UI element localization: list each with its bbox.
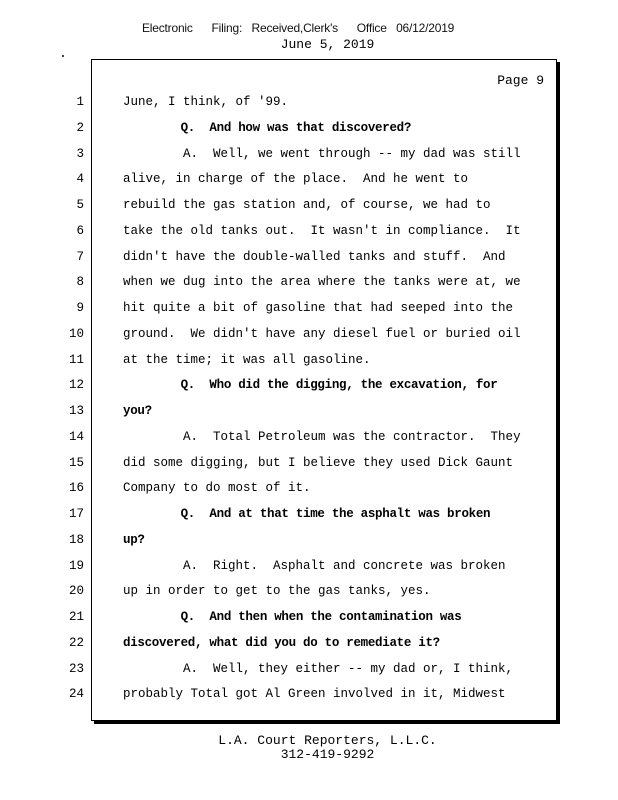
stray-mark bbox=[62, 55, 64, 57]
transcript-line bbox=[0, 504, 560, 524]
line-number: 21 bbox=[68, 610, 84, 624]
transcript-line bbox=[0, 247, 560, 267]
transcript-line bbox=[0, 478, 560, 498]
line-number: 5 bbox=[76, 198, 84, 212]
page-number: Page 9 bbox=[497, 73, 544, 88]
filing-stamp: Electronic Filing: Received,Clerk's Office 06/12/2019 bbox=[142, 21, 455, 35]
line-text: hit quite a bit of gasoline that had seeped into the bbox=[123, 301, 514, 315]
line-number: 16 bbox=[68, 481, 84, 496]
transcript-line bbox=[0, 659, 560, 679]
line-number: 17 bbox=[68, 507, 84, 521]
line-number: 4 bbox=[76, 172, 84, 187]
line-number: 8 bbox=[76, 275, 84, 290]
transcript-line bbox=[0, 684, 560, 704]
line-number: 18 bbox=[68, 532, 84, 547]
question-text: Q. Who did the digging, the excavation, for bbox=[123, 378, 498, 393]
line-text: ground. We didn't have any diesel fuel or buried oil bbox=[123, 326, 521, 341]
transcript-line bbox=[0, 298, 560, 318]
line-text: didn't have the double-walled tanks and stuff. And bbox=[123, 249, 506, 264]
line-number: 2 bbox=[76, 120, 84, 135]
line-number: 10 bbox=[68, 326, 84, 341]
line-text: A. Well, they either -- my dad or, I think, bbox=[123, 661, 514, 676]
line-text: A. Right. Asphalt and concrete was broken bbox=[123, 558, 506, 573]
line-number: 20 bbox=[68, 584, 84, 599]
deposition-date: June 5, 2019 bbox=[280, 37, 375, 52]
line-number: 11 bbox=[68, 352, 84, 367]
line-text: June, I think, of '99. bbox=[123, 95, 289, 109]
line-text: up in order to get to the gas tanks, yes. bbox=[123, 584, 431, 599]
transcript-line bbox=[0, 144, 560, 164]
line-text: probably Total got Al Green involved in it, Midwest bbox=[123, 687, 506, 702]
transcript-line bbox=[0, 556, 560, 576]
footer-company: L.A. Court Reporters, L.L.C. bbox=[218, 733, 437, 748]
line-number: 7 bbox=[76, 249, 84, 264]
transcript-line bbox=[0, 581, 560, 601]
line-text: take the old tanks out. It wasn't in compliance. It bbox=[123, 223, 521, 238]
transcript-line bbox=[0, 350, 560, 370]
line-text: alive, in charge of the place. And he went to bbox=[123, 172, 469, 187]
transcript-line bbox=[0, 427, 560, 447]
line-text: rebuild the gas station and, of course, we had to bbox=[123, 198, 491, 212]
line-number: 22 bbox=[68, 635, 84, 650]
transcript-line bbox=[0, 118, 560, 138]
question-text: up? bbox=[123, 532, 145, 547]
question-text: Q. And how was that discovered? bbox=[123, 120, 412, 135]
line-number: 3 bbox=[76, 146, 84, 161]
transcript-line bbox=[0, 375, 560, 395]
line-number: 14 bbox=[68, 429, 84, 444]
question-text: you? bbox=[123, 404, 152, 418]
question-text: Q. And then when the contamination was bbox=[123, 610, 462, 624]
line-text: Company to do most of it. bbox=[123, 481, 311, 496]
transcript-line bbox=[0, 530, 560, 550]
question-text: discovered, what did you do to remediate it? bbox=[123, 635, 440, 650]
footer-phone: 312-419-9292 bbox=[280, 747, 375, 762]
line-number: 12 bbox=[68, 378, 84, 393]
line-number: 15 bbox=[68, 455, 84, 470]
transcript-line bbox=[0, 607, 560, 627]
line-text: A. Well, we went through -- my dad was still bbox=[123, 146, 521, 161]
line-text: when we dug into the area where the tanks were at, we bbox=[123, 275, 521, 290]
transcript-line bbox=[0, 92, 560, 112]
transcript-line bbox=[0, 221, 560, 241]
transcript-line bbox=[0, 272, 560, 292]
line-text: A. Total Petroleum was the contractor. They bbox=[123, 429, 521, 444]
line-text: at the time; it was all gasoline. bbox=[123, 352, 371, 367]
line-text: did some digging, but I believe they used Dick Gaunt bbox=[123, 455, 514, 470]
line-number: 1 bbox=[76, 95, 84, 109]
line-number: 19 bbox=[68, 558, 84, 573]
line-number: 9 bbox=[76, 301, 84, 315]
transcript-line bbox=[0, 324, 560, 344]
question-text: Q. And at that time the asphalt was broken bbox=[123, 507, 491, 521]
transcript-line bbox=[0, 169, 560, 189]
transcript-line bbox=[0, 401, 560, 421]
transcript-line bbox=[0, 633, 560, 653]
transcript-line bbox=[0, 195, 560, 215]
line-number: 23 bbox=[68, 661, 84, 676]
transcript-line bbox=[0, 453, 560, 473]
line-number: 6 bbox=[76, 223, 84, 238]
line-number: 24 bbox=[68, 687, 84, 702]
line-number: 13 bbox=[68, 404, 84, 418]
